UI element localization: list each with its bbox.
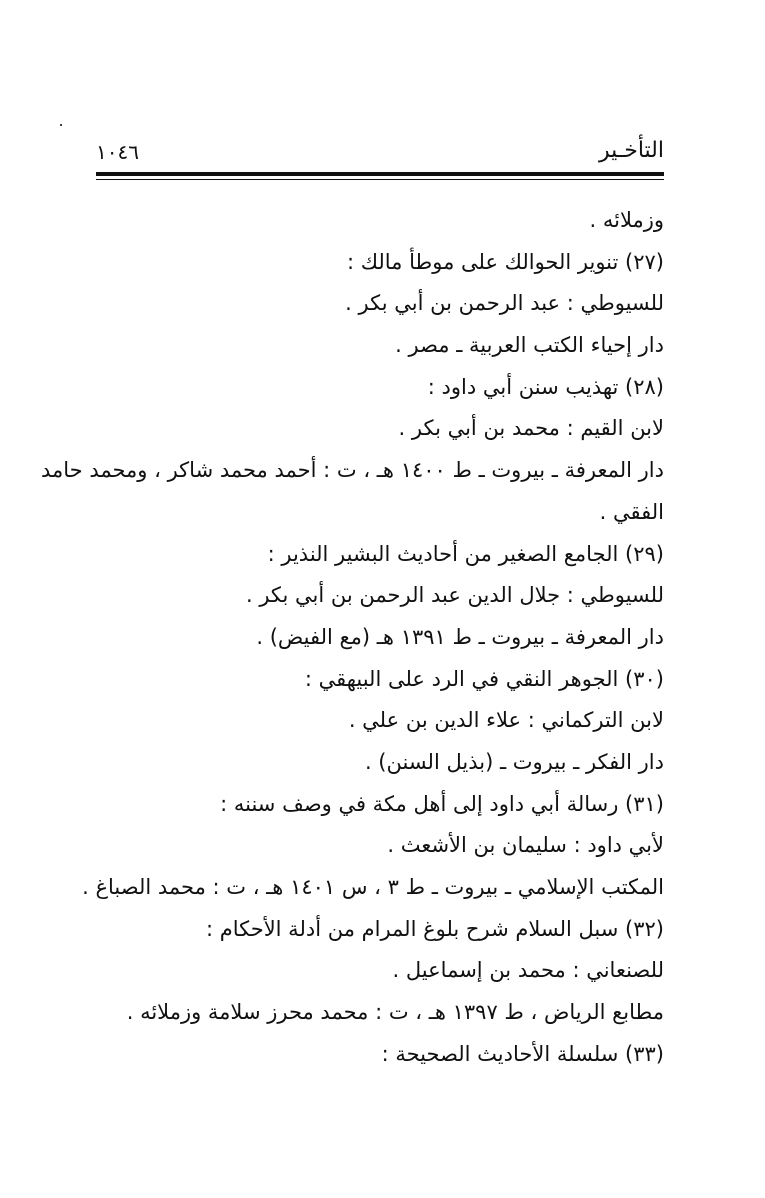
entry-publisher: دار الفكر ـ بيروت ـ (بذيل السنن) . — [364, 749, 664, 774]
entry-publisher: مطابع الرياض ، ط ١٣٩٧ هـ ، ت : محمد محرز سلامة وزملائه . — [126, 1000, 664, 1025]
page-header — [96, 138, 664, 172]
entry-publisher: المكتب الإسلامي ـ بيروت ـ ط ٣ ، س ١٤٠١ هـ ، ت : محمد الصباغ . — [82, 875, 664, 899]
entry-heading: (٣٢) سبل السلام شرح بلوغ المرام من أدلة الأحكام : — [205, 916, 664, 941]
entry-author: للصنعاني : محمد بن إسماعيل . — [392, 958, 664, 983]
entry-publisher: دار المعرفة ـ بيروت ـ ط ١٣٩١ هـ (مع الفيض) . — [256, 624, 664, 649]
stray-ink-mark — [60, 124, 62, 126]
entry-heading: (٢٧) تنوير الحوالك على موطأ مالك : — [346, 249, 664, 274]
entry-author: للسيوطي : جلال الدين عبد الرحمن بن أبي بكر . — [245, 583, 664, 608]
entry-publisher: دار إحياء الكتب العربية ـ مصر . — [395, 333, 664, 358]
bibliography-body — [41, 200, 664, 1075]
entry-heading: (٣٣) سلسلة الأحاديث الصحيحة : — [381, 1041, 664, 1066]
header-rule-thin — [96, 179, 664, 180]
text-line: الفقي . — [599, 499, 664, 524]
entry-author: لابن التركماني : علاء الدين بن علي . — [348, 708, 664, 733]
page-number: ١٠٤٦ — [96, 140, 139, 164]
entry-publisher: دار المعرفة ـ بيروت ـ ط ١٤٠٠ هـ ، ت : أحمد محمد شاكر ، ومحمد حامد — [41, 458, 664, 483]
running-title: التأخـير — [599, 138, 664, 163]
entry-author: للسيوطي : عبد الرحمن بن أبي بكر . — [345, 291, 664, 316]
entry-heading: (٢٨) تهذيب سنن أبي داود : — [427, 374, 664, 399]
entry-author: لأبي داود : سليمان بن الأشعث . — [387, 833, 664, 858]
entry-heading: (٣١) رسالة أبي داود إلى أهل مكة في وصف سننه : — [220, 791, 664, 816]
entry-author: لابن القيم : محمد بن أبي بكر . — [398, 416, 664, 441]
header-rule-thick — [96, 172, 664, 176]
entry-heading: (٢٩) الجامع الصغير من أحاديث البشير النذير : — [267, 541, 664, 566]
entry-heading: (٣٠) الجوهر النقي في الرد على البيهقي : — [304, 666, 664, 691]
text-line: وزملائه . — [589, 208, 664, 232]
